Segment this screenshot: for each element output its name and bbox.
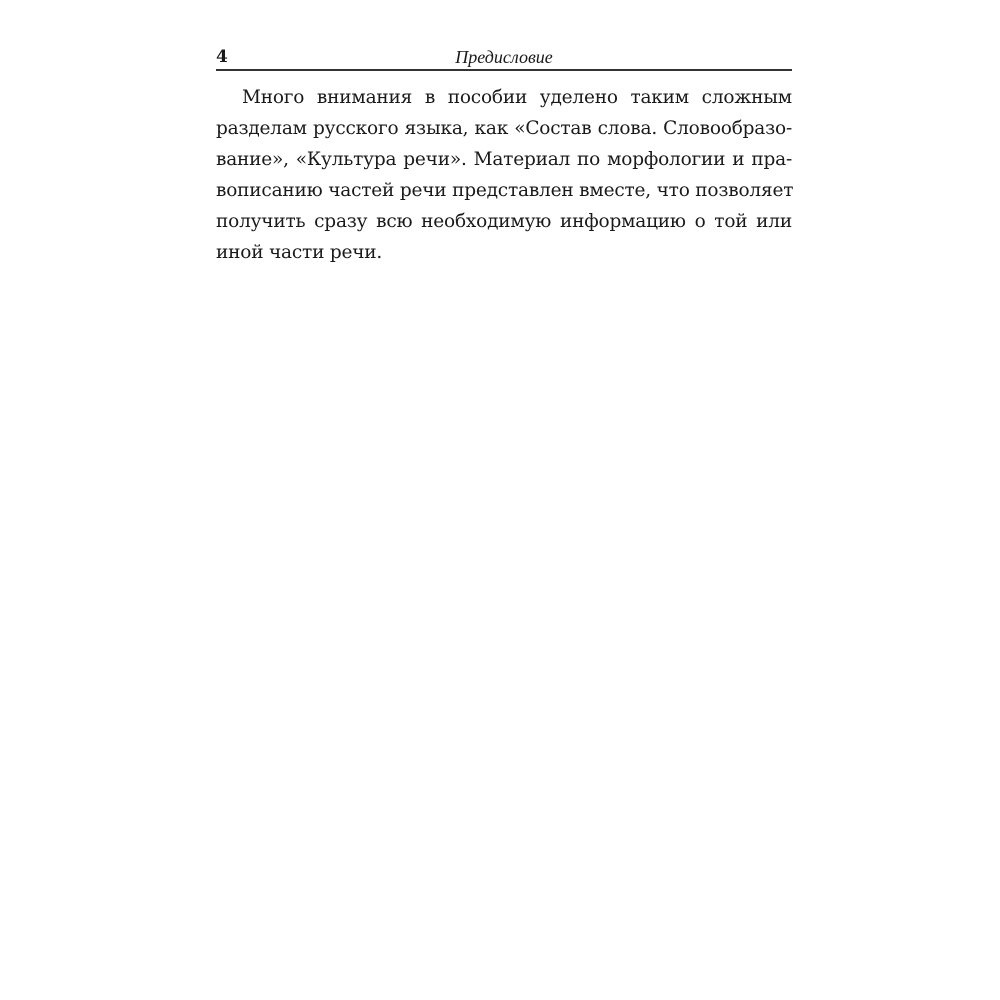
paragraph-line: иной части речи. bbox=[216, 242, 383, 263]
paragraph-line: вописанию частей речи представлен вместе, что позволяет bbox=[216, 180, 794, 201]
body-paragraph bbox=[216, 82, 792, 268]
page-number: 4 bbox=[216, 47, 228, 67]
paragraph-line: вание», «Культура речи». Материал по морфологии и пра- bbox=[216, 149, 792, 170]
paragraph-line: Много внимания в пособии уделено таким сложным bbox=[242, 87, 792, 108]
running-header bbox=[216, 46, 792, 68]
paragraph-line: разделам русского языка, как «Состав слова. Словообразо- bbox=[216, 118, 792, 139]
section-title: Предисловие bbox=[455, 47, 553, 67]
header-rule bbox=[216, 69, 792, 71]
paragraph-line: получить сразу всю необходимую информацию о той или bbox=[216, 211, 792, 232]
